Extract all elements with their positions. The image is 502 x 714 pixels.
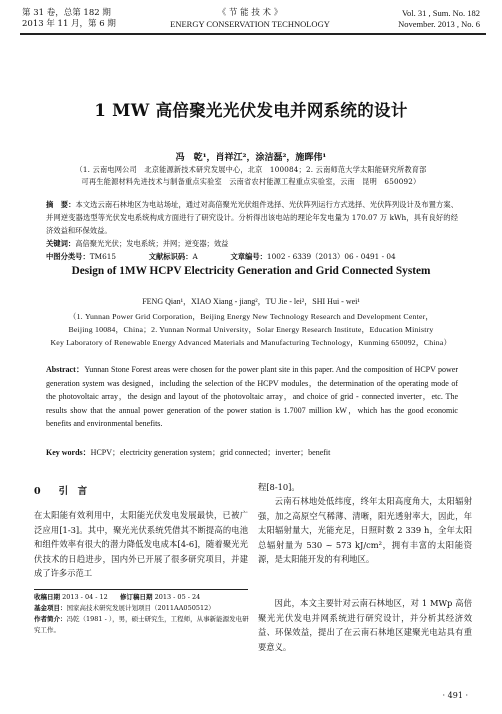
intro-paragraph-purpose: 因此，本文主要针对云南石林地区，对 1 MWp 高倍聚光光伏发电并网系统进行研究设计，并分析其经济效益、环保效益，提出了在云南石林地区建聚光电站具有重要意义。 (258, 598, 472, 652)
abstract-en-label: Abstract： (46, 365, 85, 374)
affiliation-cn-line1: （1. 云南电网公司 北京能源新技术研究发展中心，北京 100084；2. 云南师范大学太阳能研究所教育部 (75, 165, 427, 174)
intro-paragraph-site: 云南石林地处低纬度，终年太阳高度角大，太阳辐射强，加之高原空气稀薄、清晰，阳光透射率大，因此，年太阳辐射量大，光能充足，日照时数 2 339 h，全年太阳总辐射量为 530 ~ 573 kJ/cm²，拥有丰富的太阳能资源，是太阳能开发的有利地区。 (258, 496, 472, 565)
keywords-en-label: Key words： (46, 448, 91, 457)
journal-volume: 第 31 卷，总第 182 期 (22, 8, 111, 18)
affiliation-en-line3: Key Laboratory of Renewable Energy Advanced Materials and Manufacturing Technology，Kunming 650092，China） (50, 338, 452, 347)
keywords-cn (46, 237, 458, 250)
keywords-en-text: HCPV；electricity generation system；grid connected；inverter；benefit (90, 448, 331, 457)
page-number: · 491 · (442, 691, 468, 700)
authors-cn: 冯 乾¹，肖祥江²，涂洁磊²，施晖伟¹ (175, 153, 327, 163)
journal-vol-en: Vol. 31 , Sum. No. 182 (401, 8, 480, 18)
author-bio-text: 冯乾（1981 - ），男，硕士研究生，工程师，从事新能源发电研究工作。 (34, 615, 249, 634)
fund-text: 国家高技术研究发展计划项目（2011AA050512） (66, 604, 215, 612)
journal-issue: 2013 年 11 月，第 6 期 (22, 19, 116, 29)
fund-label: 基金项目： (34, 604, 67, 612)
clc-label: 中图分类号： (46, 252, 90, 261)
classification-line (46, 250, 458, 263)
affiliation-cn-line2: 可再生能源材料先进技术与制备重点实验室 云南省农村能源工程重点实验室，云南 昆明 650092） (81, 177, 421, 186)
abstract-en (46, 363, 458, 431)
abstract-cn (46, 198, 458, 237)
affiliation-en-line1: （1. Yunnan Power Grid Corporation，Beijing Energy New Technology Research and Development Center， (68, 312, 434, 321)
intro-continuation: 程[8-10]。 (258, 482, 300, 492)
received-label: 收稿日期 (34, 593, 60, 601)
footnote (34, 592, 252, 636)
received-date: 2013 - 04 - 12 (62, 593, 108, 601)
footnote-dates (34, 592, 252, 603)
doc-code-label: 文献标识码： (148, 252, 193, 261)
paper-title: 1 MW 高倍聚光光伏发电并网系统的设计 (94, 101, 408, 120)
footnote-author (34, 614, 252, 636)
paper-title-en: Design of 1MW HCPV Electricity Generation and Grid Connected System (71, 265, 431, 277)
doc-code-value: A (192, 252, 198, 261)
intro-paragraph-left: 在太阳能有效利用中，太阳能光伏发电发展最快，已被广泛应用[1-3]。其中，聚光光伏系统凭借其不断提高的电池和组件效率有很大的潜力降低发电成本[4-6]，随着聚光光伏技术的日趋进步，国内外已开展了很多研究项目，并建成了许多示范工 (34, 510, 248, 579)
abstract-cn-text: 本文选云南石林地区为电站场址，通过对高倍聚光光伏组件选择、光伏阵列运行方式选择、光伏阵列设计及布置方案、并网逆变器选型等光伏发电系统构成方面进行了研究设计。分析得出该电站的理论年发电量为 170.07 万 kWh，具有良好的经济效益和环保效益。 (46, 200, 459, 235)
journal-name-en: ENERGY CONSERVATION TECHNOLOGY (170, 19, 330, 29)
keywords-cn-text: 高倍聚光光伏；发电系统；并网；逆变器；效益 (75, 239, 229, 248)
abstract-en-text: Yunnan Stone Forest areas were chosen for the power plant site in this paper. And the composition of HCPV power generation system was designed，including the selection of the HCPV modules，the determination of the operating mode of the photovoltaic array，the design and layout of the photovoltaic array，and choice of grid - connected inverter，etc. The results show that the annual power generation of the power station is 1.7007 million kW，which has the good economic benefits and environmental benefits. (46, 365, 459, 428)
author-bio-label: 作者简介： (34, 615, 67, 623)
revised-date: 2013 - 05 - 24 (154, 593, 201, 601)
abstract-cn-label: 摘 要： (46, 200, 76, 209)
authors-en: FENG Qian¹，XIAO Xiang - jiang²，TU Jie - lei²，SHI Hui - wei¹ (142, 297, 360, 306)
affiliation-en-line2: Beijing 10084，China；2. Yunnan Normal University，Solar Energy Research Institute，Education Ministry (68, 325, 434, 334)
section-title: 引 言 (58, 486, 88, 497)
header-rule (20, 33, 486, 35)
keywords-en (46, 446, 458, 459)
section-heading (34, 483, 87, 497)
section-number: 0 (34, 486, 41, 497)
keywords-cn-label: 关键词： (46, 239, 76, 248)
footnote-fund (34, 603, 252, 614)
article-number-label: 文章编号： (230, 252, 267, 261)
article-number-value: 1002 - 6339（2013）06 - 0491 - 04 (266, 252, 396, 261)
journal-name-cn: 《 节 能 技 术 》 (217, 8, 283, 18)
revised-label: 修订稿日期 (119, 593, 153, 601)
clc-value: TM615 (89, 252, 117, 261)
journal-date-en: November. 2013 , No. 6 (398, 19, 480, 29)
footnote-rule (34, 589, 248, 590)
